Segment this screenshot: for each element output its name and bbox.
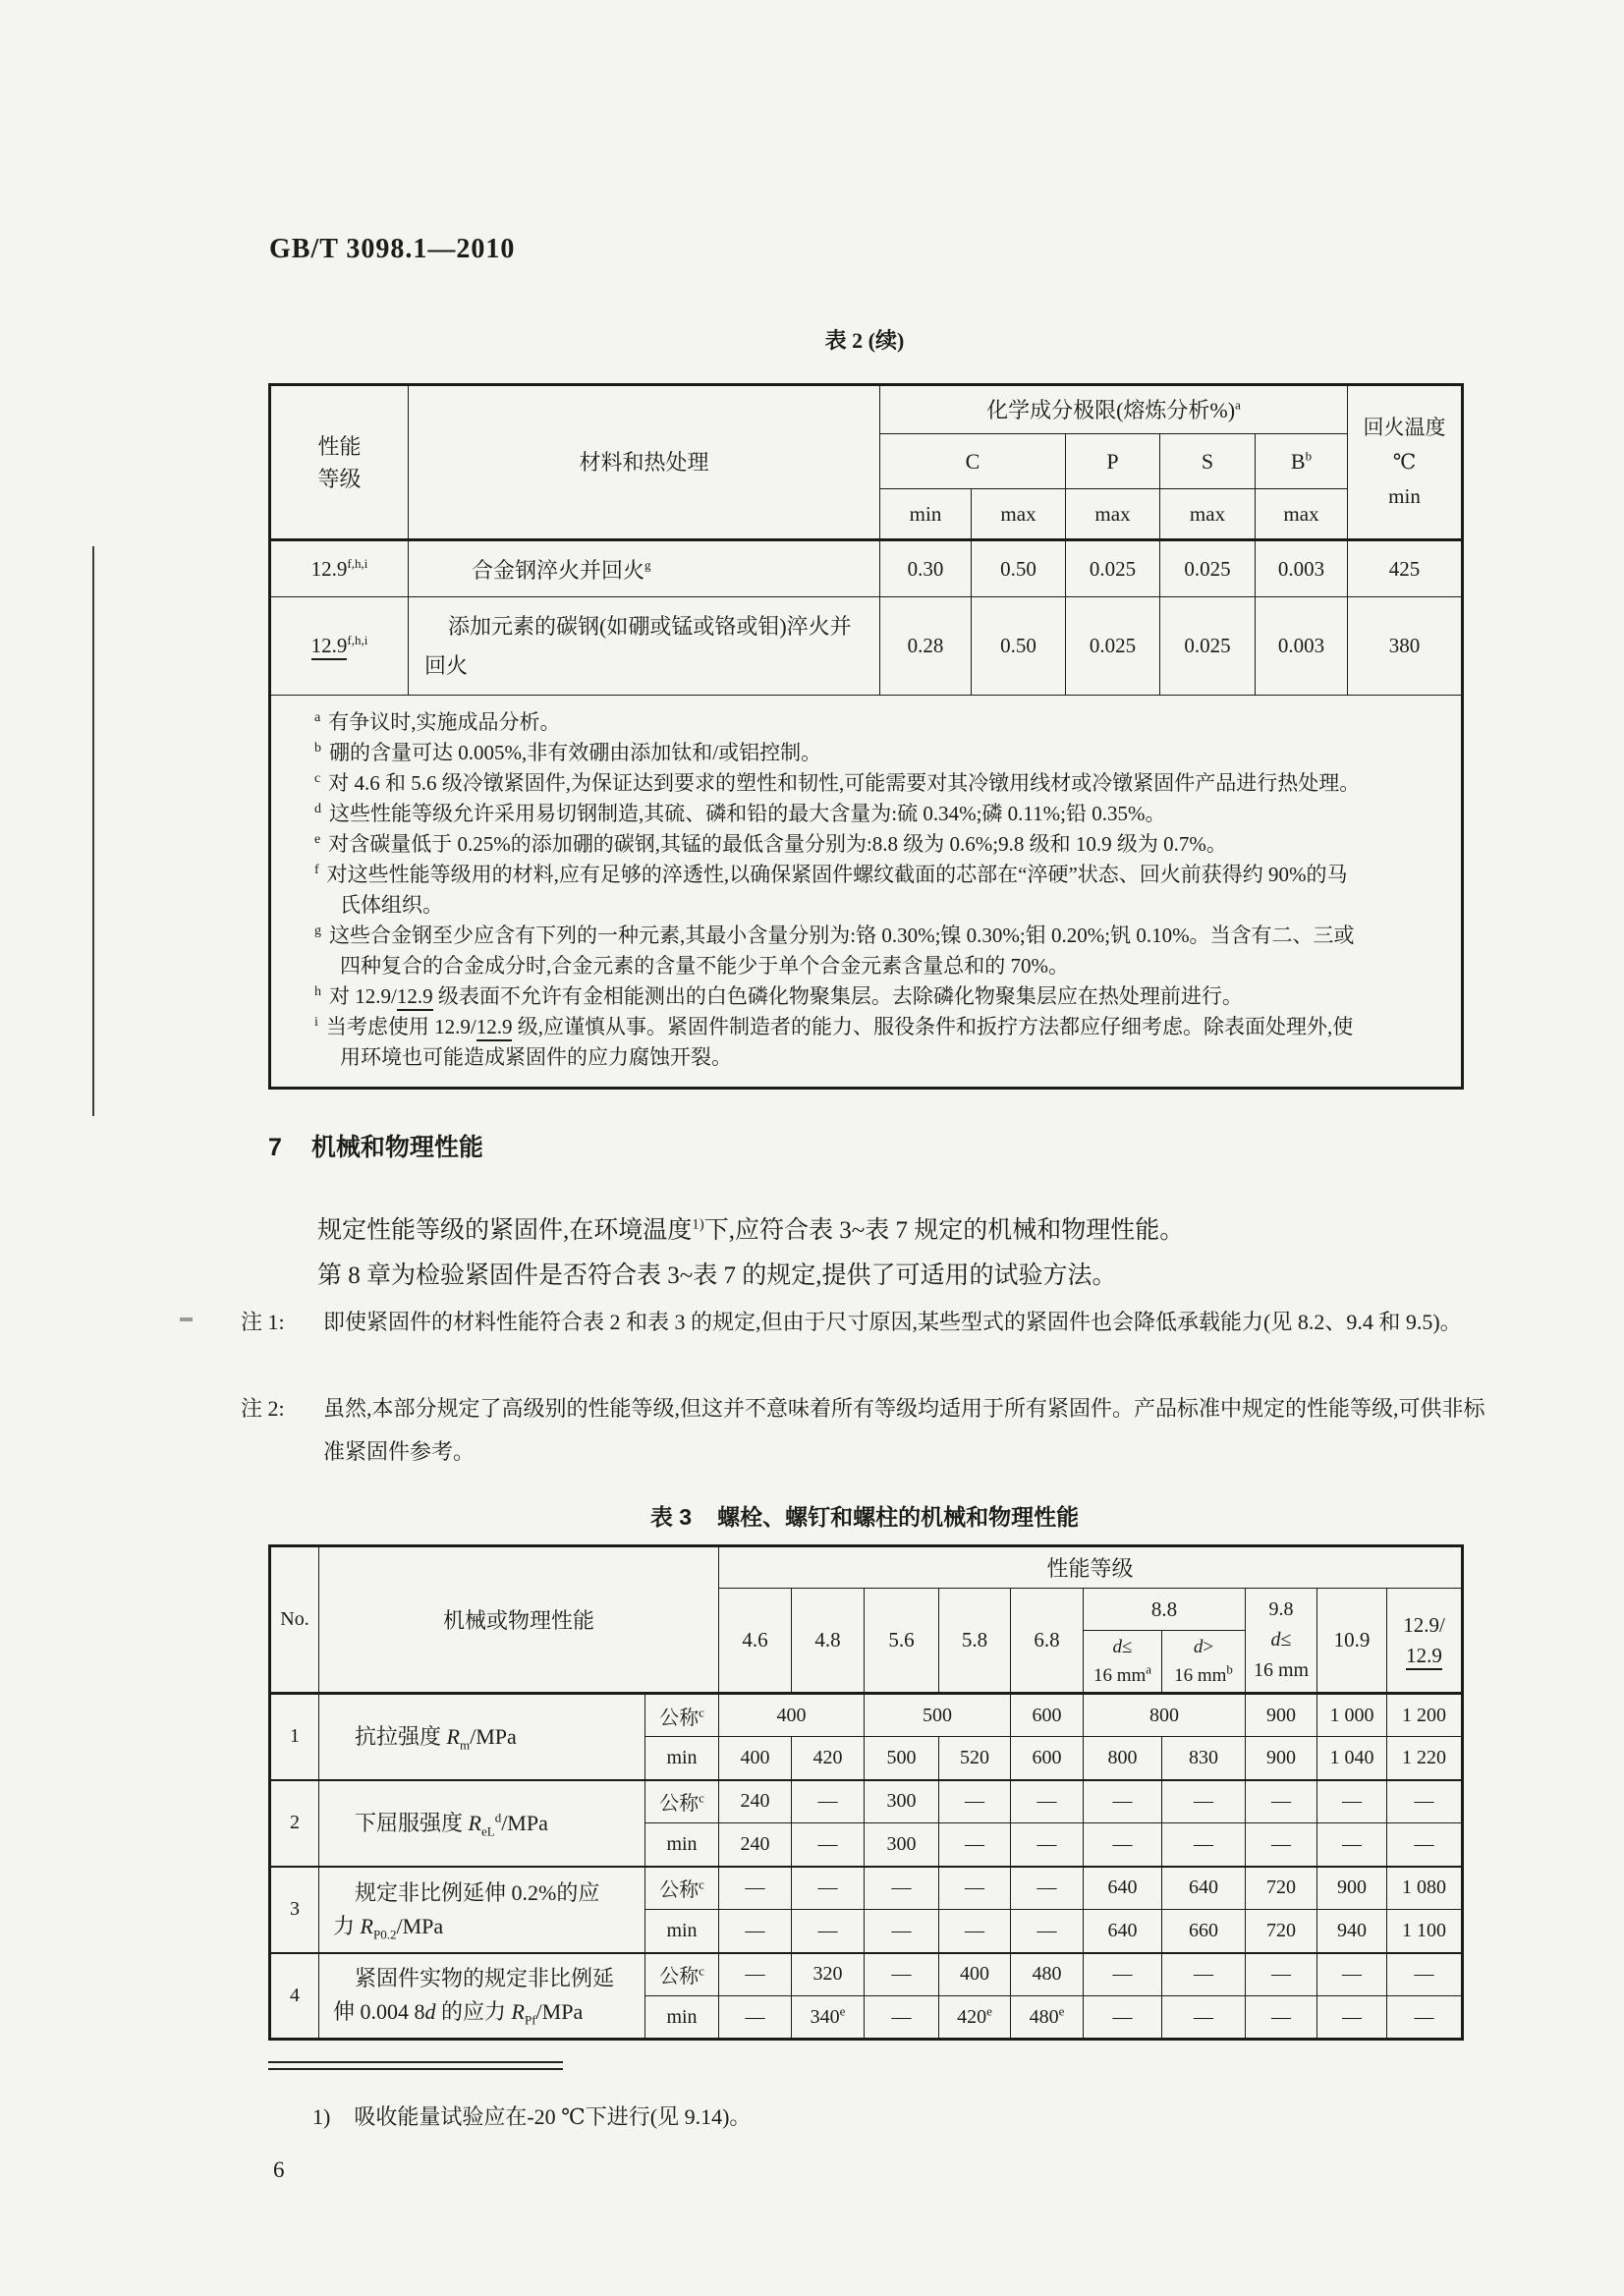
value-cell: — bbox=[1162, 1823, 1246, 1867]
value-cell: — bbox=[719, 1996, 792, 2040]
value-cell: 720 bbox=[1246, 1910, 1317, 1953]
grade-cell: 12.9$^{f,h,i}$ bbox=[270, 540, 409, 597]
value-cell: 0.30 bbox=[880, 540, 972, 597]
value-cell: — bbox=[1387, 1823, 1463, 1867]
value-cell: 480e bbox=[1011, 1996, 1084, 2040]
min-label: min bbox=[645, 1996, 719, 2040]
property-label: 规定非比例延伸 0.2%的应 力 $R_{P0.2}$/MPa bbox=[319, 1867, 645, 1953]
note-2: 注 2: 虽然,本部分规定了高级别的性能等级,但这并不意味着所有等级均适用于所有紧固件。产品标准中规定的性能等级,可供非标准紧固件参考。 bbox=[241, 1396, 1485, 1464]
value-cell: 0.50 bbox=[972, 597, 1066, 696]
footnote-e: $^e$ 对含碳量低于 0.25%的添加硼的碳钢,其锰的最低含量分别为:8.8 级为 0.6%;9.8 级和 10.9 级为 0.7%。 bbox=[314, 832, 1227, 856]
col-subheader-max: max bbox=[1066, 489, 1160, 540]
row-number: 2 bbox=[270, 1780, 319, 1867]
row-number: 1 bbox=[270, 1694, 319, 1780]
value-cell: — bbox=[1084, 1953, 1162, 1996]
value-cell: — bbox=[1162, 1996, 1246, 2040]
value-cell: 425 bbox=[1348, 540, 1463, 597]
value-cell: — bbox=[1084, 1996, 1162, 2040]
scan-artifact-line bbox=[92, 546, 94, 1116]
value-cell: 0.003 bbox=[1256, 540, 1348, 597]
value-cell: — bbox=[719, 1953, 792, 1996]
value-cell: 800 bbox=[1084, 1694, 1246, 1737]
col-header-p: P bbox=[1066, 434, 1160, 489]
footnote-ref: e bbox=[1058, 2002, 1065, 2018]
value-cell: 240 bbox=[719, 1780, 792, 1823]
row-number: 4 bbox=[270, 1953, 319, 2040]
table-row bbox=[270, 1953, 1463, 1996]
value-cell: 0.50 bbox=[972, 540, 1066, 597]
col-header-5-8: 5.8 bbox=[939, 1589, 1011, 1694]
col-header-8-8-d-le-16: d≤ 16 $mm^a$ bbox=[1084, 1631, 1162, 1694]
value-cell: 830 bbox=[1162, 1737, 1246, 1780]
value-cell: 1 040 bbox=[1317, 1737, 1387, 1780]
footnote-ref: e bbox=[839, 2002, 846, 2018]
table3-mechanical-properties bbox=[268, 1544, 1464, 2041]
value-cell: — bbox=[1084, 1780, 1162, 1823]
footnote-ref: f,h,i bbox=[347, 633, 368, 647]
value-cell: 400 bbox=[939, 1953, 1011, 1996]
value-cell: 640 bbox=[1084, 1867, 1162, 1910]
value-cell: — bbox=[1246, 1996, 1317, 2040]
col-header-8-8: 8.8 bbox=[1084, 1589, 1246, 1631]
value-cell: — bbox=[939, 1780, 1011, 1823]
value-cell: 720 bbox=[1246, 1867, 1317, 1910]
value-cell: — bbox=[1387, 1780, 1463, 1823]
footnote-c: $^c$ 对 4.6 和 5.6 级冷镦紧固件,为保证达到要求的塑性和韧性,可能需要对其冷镦用线材或冷镦紧固件产品进行热处理。 bbox=[314, 771, 1361, 795]
value-cell: 380 bbox=[1348, 597, 1463, 696]
value-cell: — bbox=[792, 1780, 865, 1823]
value-cell: 0.025 bbox=[1160, 540, 1256, 597]
doc-number: GB/T 3098.1—2010 bbox=[269, 234, 516, 264]
property-label: 紧固件实物的规定非比例延 伸 0.004 8d 的应力 $R_{Pf}$/MPa bbox=[319, 1953, 645, 2040]
value-cell: 600 bbox=[1011, 1737, 1084, 1780]
footnote-ref: b bbox=[1305, 448, 1313, 464]
value-cell: — bbox=[719, 1910, 792, 1953]
value-cell: 600 bbox=[1011, 1694, 1084, 1737]
table3-caption: 表 3 螺栓、螺钉和螺柱的机械和物理性能 bbox=[649, 1504, 1080, 1530]
value-cell: 0.025 bbox=[1066, 597, 1160, 696]
value-cell: — bbox=[792, 1867, 865, 1910]
value-cell: 300 bbox=[865, 1780, 939, 1823]
table-row bbox=[270, 597, 1463, 696]
value-cell: 0.28 bbox=[880, 597, 972, 696]
value-cell: — bbox=[1317, 1780, 1387, 1823]
scan-artifact-speck bbox=[180, 1317, 193, 1321]
col-header-4-6: 4.6 bbox=[719, 1589, 792, 1694]
table2-caption: 表 2 (续) bbox=[824, 328, 905, 353]
value-cell: 320 bbox=[792, 1953, 865, 1996]
value-cell: 0.025 bbox=[1160, 597, 1256, 696]
value-cell: — bbox=[792, 1823, 865, 1867]
value-cell: 0.003 bbox=[1256, 597, 1348, 696]
value-cell: — bbox=[939, 1867, 1011, 1910]
value-cell: — bbox=[1162, 1780, 1246, 1823]
footnote-ref: d bbox=[494, 1810, 502, 1825]
footnote-ref: a bbox=[1235, 397, 1241, 413]
nominal-label: 公称$^c$ bbox=[645, 1694, 719, 1737]
value-cell: 420 bbox=[792, 1737, 865, 1780]
value-cell: 1 080 bbox=[1387, 1867, 1463, 1910]
value-cell: 500 bbox=[865, 1694, 1011, 1737]
col-header-6-8: 6.8 bbox=[1011, 1589, 1084, 1694]
col-header-temper: 回火温度 ℃ min bbox=[1348, 385, 1463, 540]
value-cell: — bbox=[1011, 1823, 1084, 1867]
footnote-separator-rule bbox=[268, 2061, 563, 2070]
value-cell: 500 bbox=[865, 1737, 939, 1780]
footnote-ref: c bbox=[699, 1876, 704, 1892]
table-row bbox=[270, 1867, 1463, 1910]
col-header-no: No. bbox=[270, 1546, 319, 1694]
value-cell: 1 000 bbox=[1317, 1694, 1387, 1737]
footnote-ref: c bbox=[699, 1704, 704, 1719]
value-cell: — bbox=[939, 1910, 1011, 1953]
value-cell: — bbox=[1317, 1823, 1387, 1867]
footnote-ref: c bbox=[699, 1790, 704, 1806]
table2-footnotes-row bbox=[270, 696, 1463, 1089]
table3-header-row1 bbox=[270, 1546, 1463, 1589]
paragraph-1: 规定性能等级的紧固件,在环境温度$^{1)}$下,应符合表 3~表 7 规定的机械和物理性能。 bbox=[317, 1216, 1185, 1244]
value-cell: — bbox=[1162, 1953, 1246, 1996]
col-header-chem-limits: 化学成分极限(熔炼分析%)$^a$ bbox=[880, 385, 1348, 434]
value-cell: 240 bbox=[719, 1823, 792, 1867]
nominal-label: 公称$^c$ bbox=[645, 1953, 719, 1996]
value-cell: 1 200 bbox=[1387, 1694, 1463, 1737]
footnote-ref: 1) bbox=[692, 1216, 704, 1233]
value-cell: — bbox=[1246, 1953, 1317, 1996]
value-cell: 900 bbox=[1246, 1694, 1317, 1737]
col-header-8-8-d-gt-16: d> 16 $mm^b$ bbox=[1162, 1631, 1246, 1694]
value-cell: — bbox=[1317, 1953, 1387, 1996]
footnote-ref: a bbox=[1146, 1661, 1152, 1677]
value-cell: — bbox=[865, 1867, 939, 1910]
value-cell: — bbox=[1317, 1996, 1387, 2040]
value-cell: 300 bbox=[865, 1823, 939, 1867]
footnote-ref: c bbox=[699, 1963, 704, 1979]
value-cell: — bbox=[939, 1823, 1011, 1867]
nominal-label: 公称$^c$ bbox=[645, 1867, 719, 1910]
value-cell: 940 bbox=[1317, 1910, 1387, 1953]
footnote-a: $^a$ 有争议时,实施成品分析。 bbox=[314, 710, 561, 734]
col-header-5-6: 5.6 bbox=[865, 1589, 939, 1694]
value-cell: — bbox=[792, 1910, 865, 1953]
material-cell: 合金钢淬火并回火$^g$ bbox=[409, 540, 880, 597]
grade-cell: 12.9$^{f,h,i}$ bbox=[270, 597, 409, 696]
col-subheader-max: max bbox=[1160, 489, 1256, 540]
value-cell: — bbox=[865, 1953, 939, 1996]
value-cell: — bbox=[1387, 1996, 1463, 2040]
footnote-h: $^h$ 对 12.9/12.9 级表面不允许有金相能测出的白色磷化物聚集层。去除磷化物聚集层应在热处理前进行。 bbox=[314, 981, 1367, 1012]
value-cell: 400 bbox=[719, 1737, 792, 1780]
value-cell: — bbox=[865, 1910, 939, 1953]
value-cell: — bbox=[1084, 1823, 1162, 1867]
value-cell: 660 bbox=[1162, 1910, 1246, 1953]
table2-header-row1 bbox=[270, 385, 1463, 434]
footnote-f: $^f$ 对这些性能等级用的材料,应有足够的淬透性,以确保紧固件螺纹截面的芯部在“淬硬”状态、回火前获得约 90%的马氏体组织。 bbox=[314, 863, 1348, 917]
value-cell: 800 bbox=[1084, 1737, 1162, 1780]
section-7-heading: 7 机械和物理性能 bbox=[268, 1134, 483, 1161]
property-label: 下屈服强度 $R_{eL}^d$/MPa bbox=[319, 1780, 645, 1867]
footnote-g: $^g$ 这些合金钢至少应含有下列的一种元素,其最小含量分别为:铬 0.30%;镍 0.30%;钼 0.20%;钒 0.10%。当含有二、三或四种复合的合金成分时,合金元素的含量不能少于单个合金元素含量总和的 70%。 bbox=[314, 924, 1355, 978]
value-cell: 400 bbox=[719, 1694, 865, 1737]
table-row bbox=[270, 1780, 1463, 1823]
page-number: 6 bbox=[273, 2157, 285, 2182]
col-subheader-max: max bbox=[1256, 489, 1348, 540]
value-cell: 340e bbox=[792, 1996, 865, 2040]
table2-footnotes bbox=[270, 696, 1463, 1089]
material-cell: 添加元素的碳钢(如硼或锰或铬或钼)淬火并回火 bbox=[409, 597, 880, 696]
value-cell: 0.025 bbox=[1066, 540, 1160, 597]
col-header-c: C bbox=[880, 434, 1066, 489]
table-row bbox=[270, 1694, 1463, 1737]
value-cell: — bbox=[719, 1867, 792, 1910]
footnote-ref: b bbox=[1226, 1661, 1233, 1677]
value-cell: — bbox=[1011, 1780, 1084, 1823]
value-cell: 1 100 bbox=[1387, 1910, 1463, 1953]
footnote-ref: g bbox=[644, 557, 651, 573]
col-header-grade: 性能 等级 bbox=[270, 385, 409, 540]
property-label: 抗拉强度 $R_m$/MPa bbox=[319, 1694, 645, 1780]
footnote-ref: e bbox=[986, 2002, 992, 2018]
col-header-12-9: 12.9/ 12.9 bbox=[1387, 1589, 1463, 1694]
col-subheader-max: max bbox=[972, 489, 1066, 540]
paragraph-2: 第 8 章为检验紧固件是否符合表 3~表 7 的规定,提供了可适用的试验方法。 bbox=[317, 1262, 1117, 1289]
value-cell: 480 bbox=[1011, 1953, 1084, 1996]
min-label: min bbox=[645, 1737, 719, 1780]
value-cell: — bbox=[1011, 1910, 1084, 1953]
value-cell: — bbox=[865, 1996, 939, 2040]
page-footnote-1: 1) 吸收能量试验应在-20 ℃下进行(见 9.14)。 bbox=[312, 2104, 752, 2129]
value-cell: 1 220 bbox=[1387, 1737, 1463, 1780]
footnote-b: $^b$ 硼的含量可达 0.005%,非有效硼由添加钛和/或铝控制。 bbox=[314, 741, 822, 764]
col-header-10-9: 10.9 bbox=[1317, 1589, 1387, 1694]
footnote-d: $^d$ 这些性能等级允许采用易切钢制造,其硫、磷和铅的最大含量为:硫 0.34%;磷 0.11%;铅 0.35%。 bbox=[314, 802, 1166, 825]
min-label: min bbox=[645, 1910, 719, 1953]
min-label: min bbox=[645, 1823, 719, 1867]
value-cell: — bbox=[1011, 1867, 1084, 1910]
footnote-i: $^i$ 当考虑使用 12.9/12.9 级,应谨慎从事。紧固件制造者的能力、服役条件和扳拧方法都应仔细考虑。除表面处理外,使用环境也可能造成紧固件的应力腐蚀开裂。 bbox=[314, 1015, 1354, 1069]
value-cell: 640 bbox=[1162, 1867, 1246, 1910]
col-header-9-8: 9.8 d≤ 16 mm bbox=[1246, 1589, 1317, 1694]
col-header-material: 材料和热处理 bbox=[409, 385, 880, 540]
value-cell: 640 bbox=[1084, 1910, 1162, 1953]
value-cell: 900 bbox=[1246, 1737, 1317, 1780]
col-header-grade-band: 性能等级 bbox=[719, 1546, 1463, 1589]
note-1: 注 1: 即使紧固件的材料性能符合表 2 和表 3 的规定,但由于尺寸原因,某些型式的紧固件也会降低承载能力(见 8.2、9.4 和 9.5)。 bbox=[241, 1310, 1462, 1334]
value-cell: 900 bbox=[1317, 1867, 1387, 1910]
value-cell: 420e bbox=[939, 1996, 1011, 2040]
value-cell: — bbox=[1246, 1780, 1317, 1823]
table2-chemical-composition bbox=[268, 383, 1464, 1090]
value-cell: — bbox=[1387, 1953, 1463, 1996]
col-header-4-8: 4.8 bbox=[792, 1589, 865, 1694]
col-header-b: $B^b$ bbox=[1256, 434, 1348, 489]
value-cell: 520 bbox=[939, 1737, 1011, 1780]
value-cell: — bbox=[1246, 1823, 1317, 1867]
footnote-ref: f,h,i bbox=[347, 555, 368, 571]
col-header-property: 机械或物理性能 bbox=[319, 1546, 719, 1694]
row-number: 3 bbox=[270, 1867, 319, 1953]
col-subheader-min: min bbox=[880, 489, 972, 540]
table-row bbox=[270, 540, 1463, 597]
nominal-label: 公称$^c$ bbox=[645, 1780, 719, 1823]
col-header-s: S bbox=[1160, 434, 1256, 489]
